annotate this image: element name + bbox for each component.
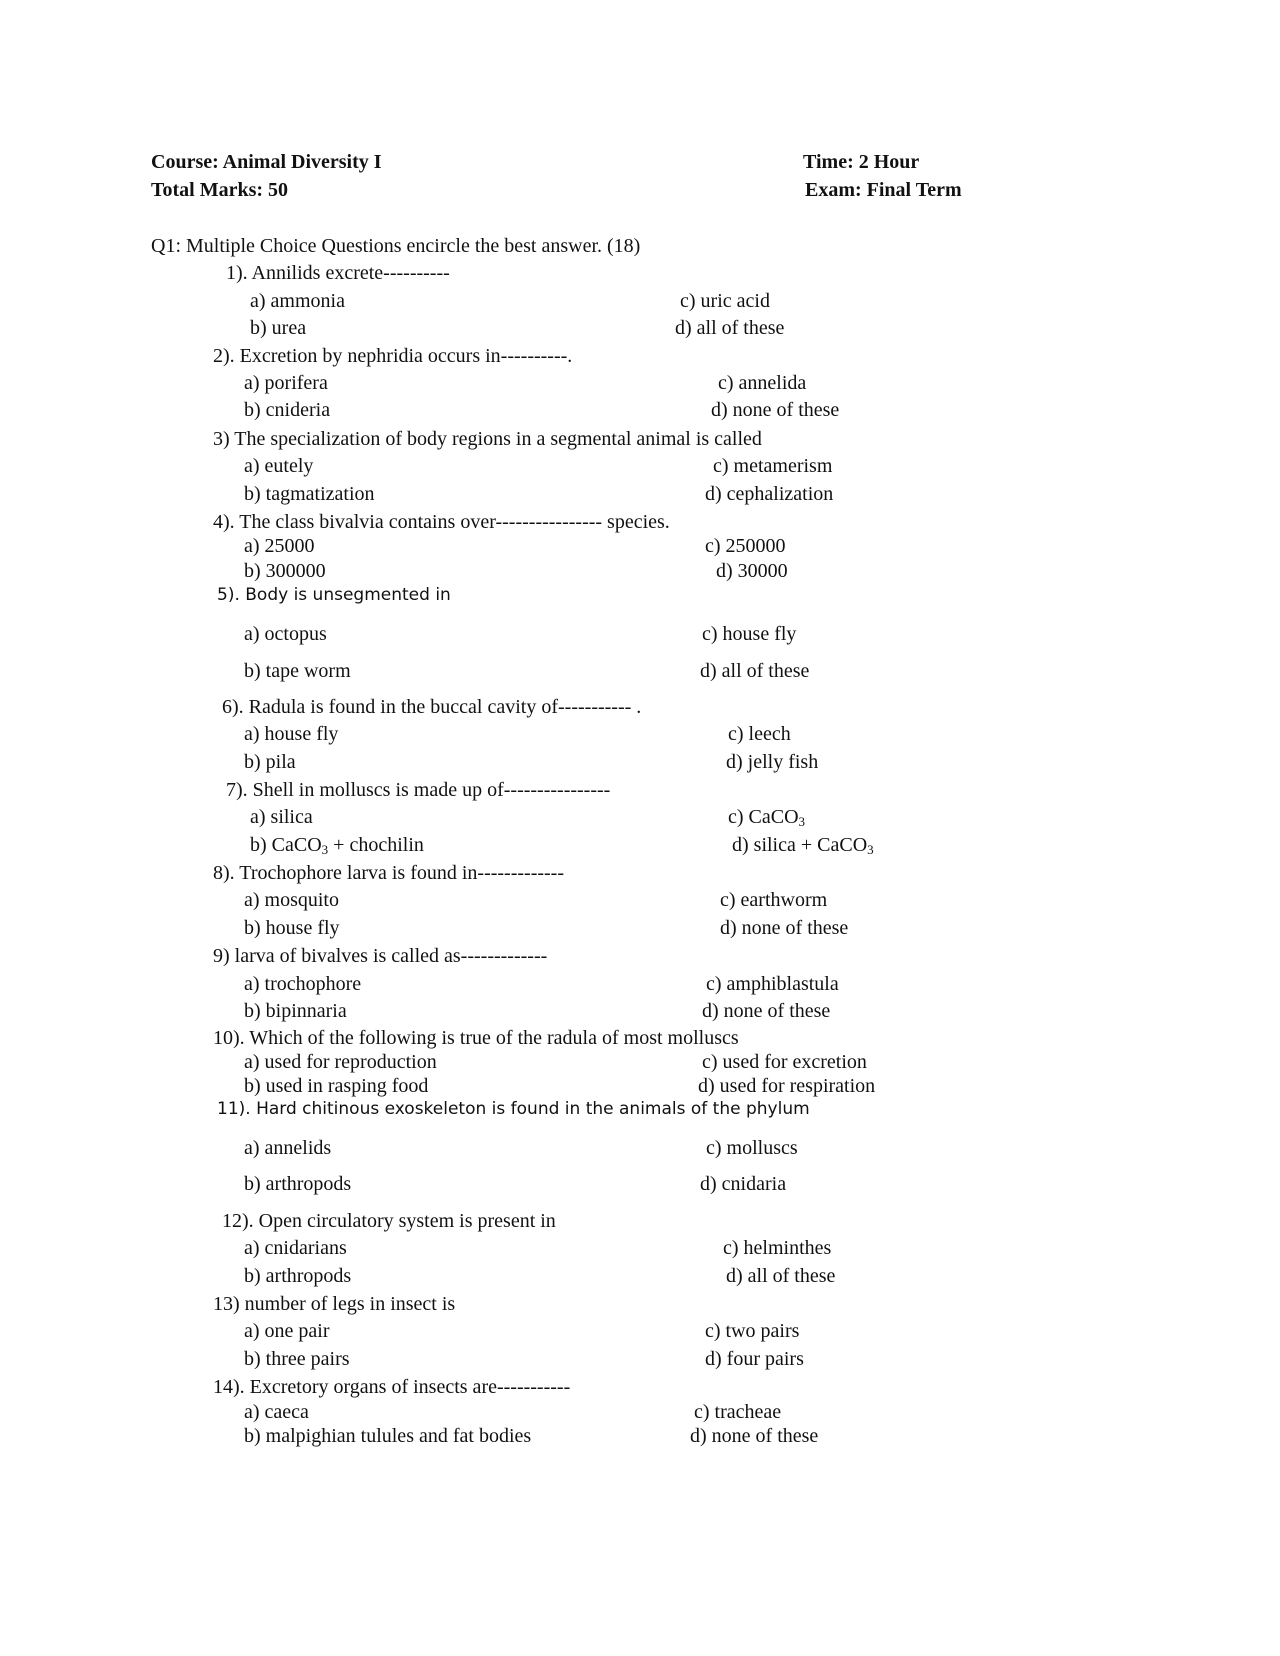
- option-a: a) trochophore: [244, 973, 362, 995]
- option-c: c) amphiblastula: [706, 973, 839, 995]
- option-d: d) all of these: [675, 317, 785, 339]
- option-c: c) molluscs: [706, 1137, 798, 1159]
- option-b: b) malpighian tulules and fat bodies: [244, 1425, 532, 1447]
- option-c: c) earthworm: [720, 889, 828, 911]
- option-d: d) cnidaria: [700, 1173, 787, 1195]
- question-6: 6). Radula is found in the buccal cavity of----------- .: [222, 696, 642, 718]
- option-b: b) cnideria: [244, 399, 331, 421]
- option-c: c) used for excretion: [702, 1051, 867, 1073]
- option-a: a) ammonia: [250, 290, 345, 312]
- option-b: b) house fly: [244, 917, 340, 939]
- option-d: d) 30000: [716, 560, 788, 582]
- option-c: c) tracheae: [694, 1401, 782, 1423]
- question-12: 12). Open circulatory system is present in: [222, 1210, 556, 1232]
- question-9: 9) larva of bivalves is called as-------------: [213, 945, 548, 967]
- option-d: d) all of these: [726, 1265, 836, 1287]
- question-8: 8). Trochophore larva is found in-------------: [213, 862, 564, 884]
- option-c: c) house fly: [702, 623, 797, 645]
- question-11: 11). Hard chitinous exoskeleton is found in the animals of the phylum: [217, 1099, 810, 1119]
- option-c: c) 250000: [705, 535, 786, 557]
- option-b: b) used in rasping food: [244, 1075, 429, 1097]
- option-b: b) CaCO$_3$ + chochilin: [250, 834, 424, 857]
- option-c: c) helminthes: [723, 1237, 832, 1259]
- option-a: a) house fly: [244, 723, 339, 745]
- question-3: 3) The specialization of body regions in a segmental animal is called: [213, 428, 762, 450]
- option-d: d) silica + CaCO$_3$: [732, 834, 874, 857]
- option-a: a) caeca: [244, 1401, 309, 1423]
- option-b: b) 300000: [244, 560, 326, 582]
- option-c: c) two pairs: [705, 1320, 800, 1342]
- option-a: a) octopus: [244, 623, 327, 645]
- option-a: a) cnidarians: [244, 1237, 347, 1259]
- total-marks: Total Marks: 50: [151, 179, 289, 201]
- option-b: b) tape worm: [244, 660, 351, 682]
- option-c: c) CaCO$_3$: [728, 806, 806, 829]
- option-a: a) eutely: [244, 455, 314, 477]
- exam-type: Exam: Final Term: [805, 179, 962, 201]
- question-2: 2). Excretion by nephridia occurs in----------.: [213, 345, 573, 367]
- option-b: b) tagmatization: [244, 483, 375, 505]
- option-d: d) cephalization: [705, 483, 834, 505]
- option-a: a) mosquito: [244, 889, 339, 911]
- option-b: b) pila: [244, 751, 296, 773]
- option-d: d) none of these: [720, 917, 849, 939]
- option-b: b) urea: [250, 317, 307, 339]
- option-d: d) jelly fish: [726, 751, 819, 773]
- option-d: d) none of these: [702, 1000, 831, 1022]
- option-b: b) three pairs: [244, 1348, 350, 1370]
- course-title: Course: Animal Diversity I: [151, 151, 382, 173]
- option-d: d) all of these: [700, 660, 810, 682]
- option-a: a) silica: [250, 806, 313, 828]
- option-b: b) arthropods: [244, 1265, 352, 1287]
- option-b: b) bipinnaria: [244, 1000, 347, 1022]
- option-d: d) four pairs: [705, 1348, 804, 1370]
- option-c: c) leech: [728, 723, 791, 745]
- question-1: 1). Annilids excrete----------: [226, 262, 450, 284]
- question-4: 4). The class bivalvia contains over---------------- species.: [213, 511, 670, 533]
- option-c: c) metamerism: [713, 455, 833, 477]
- question-5: 5). Body is unsegmented in: [217, 585, 451, 605]
- option-c: c) annelida: [718, 372, 807, 394]
- option-a: a) one pair: [244, 1320, 330, 1342]
- option-a: a) porifera: [244, 372, 328, 394]
- option-a: a) annelids: [244, 1137, 332, 1159]
- option-d: d) none of these: [690, 1425, 819, 1447]
- option-d: d) used for respiration: [698, 1075, 876, 1097]
- option-a: a) 25000: [244, 535, 315, 557]
- option-a: a) used for reproduction: [244, 1051, 437, 1073]
- question-10: 10). Which of the following is true of the radula of most molluscs: [213, 1027, 739, 1049]
- section-title: Q1: Multiple Choice Questions encircle the best answer. (18): [151, 235, 641, 257]
- option-b: b) arthropods: [244, 1173, 352, 1195]
- question-7: 7). Shell in molluscs is made up of----------------: [226, 779, 611, 801]
- option-c: c) uric acid: [680, 290, 770, 312]
- question-13: 13) number of legs in insect is: [213, 1293, 456, 1315]
- question-14: 14). Excretory organs of insects are-----------: [213, 1376, 571, 1398]
- exam-time: Time: 2 Hour: [803, 151, 920, 173]
- option-d: d) none of these: [711, 399, 840, 421]
